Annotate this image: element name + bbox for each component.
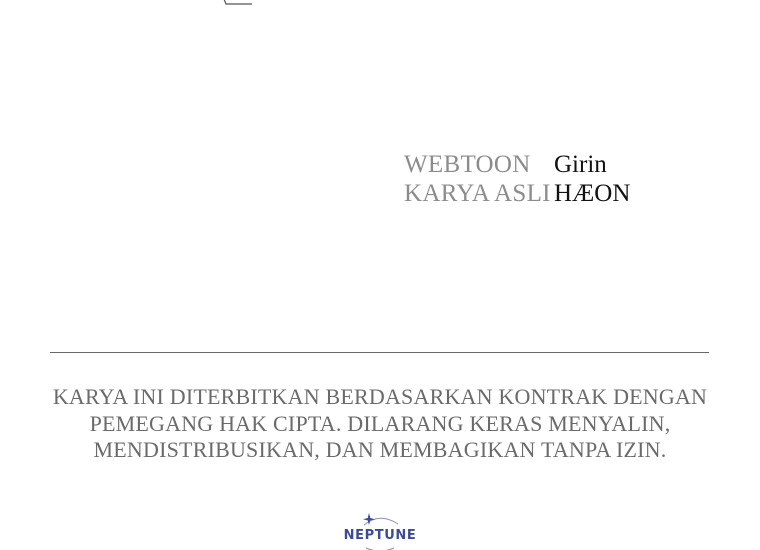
credit-label-original: KARYA ASLI bbox=[404, 180, 551, 207]
divider-line bbox=[50, 352, 709, 353]
notice-line: KARYA INI DITERBITKAN BERDASARKAN KONTRAK DENGAN bbox=[52, 384, 708, 409]
credit-value-original: HÆON bbox=[554, 180, 631, 207]
notice-line: PEMEGANG HAK CIPTA. DILARANG KERAS MENYALIN, bbox=[89, 410, 671, 436]
credit-value-webtoon: Girin bbox=[554, 151, 607, 178]
neptune-logo bbox=[336, 510, 424, 550]
credits-block bbox=[404, 150, 630, 208]
copyright-notice bbox=[30, 384, 730, 464]
credit-label-webtoon: WEBTOON bbox=[404, 151, 531, 178]
logo-wordmark: NEPTUNE bbox=[343, 528, 417, 543]
panel-corner-fragment bbox=[222, 0, 262, 6]
notice-line: MENDISTRIBUSIKAN, DAN MEMBAGIKAN TANPA IZIN. bbox=[93, 437, 667, 462]
